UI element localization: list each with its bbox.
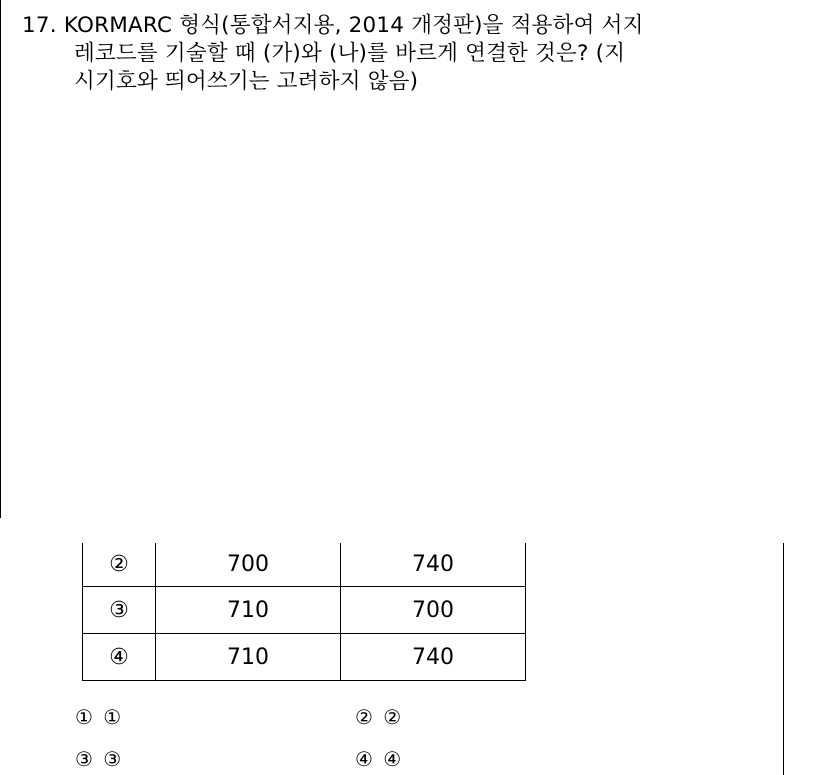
left-margin-rule xyxy=(0,0,1,518)
question-text-line-3: 시기호와 띄어쓰기는 고려하지 않음) xyxy=(74,69,419,94)
option-2[interactable]: ② ② xyxy=(355,705,404,729)
right-margin-rule xyxy=(783,543,784,775)
ga-value: 710 xyxy=(156,634,341,681)
na-value: 740 xyxy=(341,634,526,681)
answer-table xyxy=(82,543,526,681)
question-block xyxy=(22,12,802,96)
question-text-line-1: KORMARC 형식(통합서지용, 2014 개정판)을 적용하여 서지 xyxy=(63,13,644,38)
table-row xyxy=(83,543,526,587)
option-3[interactable]: ③ ③ xyxy=(75,747,124,771)
row-marker: ④ xyxy=(83,634,156,681)
question-line-1 xyxy=(22,12,802,40)
option-1[interactable]: ① ① xyxy=(75,705,124,729)
na-value: 700 xyxy=(341,587,526,634)
ga-value: 700 xyxy=(156,543,341,587)
na-value: 740 xyxy=(341,543,526,587)
table-row xyxy=(83,587,526,634)
question-text-line-2: 레코드를 기술할 때 (가)와 (나)를 바르게 연결한 것은? (지 xyxy=(74,41,626,66)
table-row xyxy=(83,634,526,681)
row-marker: ② xyxy=(83,543,156,587)
question-number: 17. xyxy=(22,13,57,38)
ga-value: 710 xyxy=(156,587,341,634)
row-marker: ③ xyxy=(83,587,156,634)
option-4[interactable]: ④ ④ xyxy=(355,747,404,771)
